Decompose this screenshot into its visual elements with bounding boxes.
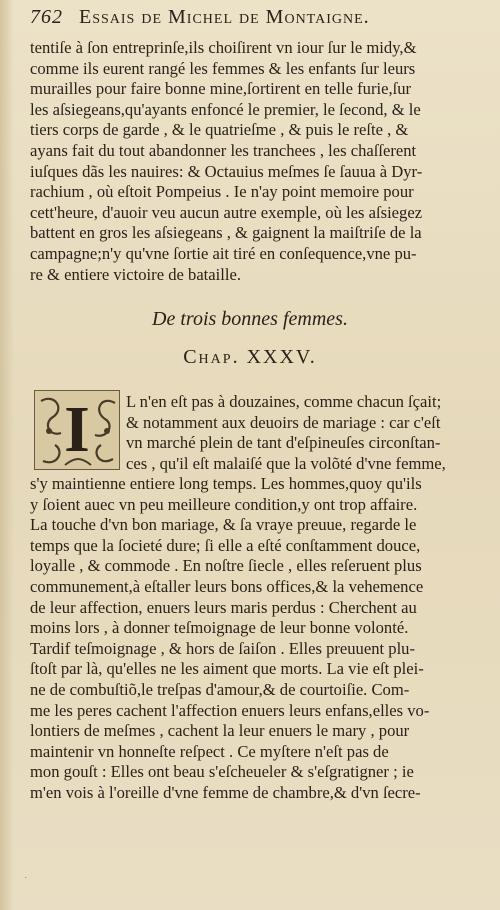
text-line: ſtoſt par là, qu'elles ne les aiment que morts. La vie eſt plei- — [30, 659, 424, 679]
text-line: iuſques dãs les nauires: & Octauius meſmes ſe ſauua à Dyr- — [30, 161, 423, 181]
text-line: tiers corps de garde , & le quatrieſme , & puis le reſte , & — [30, 120, 409, 140]
chapter-heading: Chap. XXXV. — [183, 346, 317, 368]
text-line: y ſoient auec vn peu meilleure condition,y ont trop affaire. — [30, 494, 418, 514]
running-title: Essais de Michel de Montaigne. — [79, 6, 370, 28]
text-line: comme ils eurent rangé les femmes & les enfants ſur leurs — [30, 58, 416, 78]
text-line: communement,à eſtaller leurs bons offices,& la vehemence — [30, 576, 424, 596]
text-line: temps que la ſocieté dure; ſi elle a eſté conſtamment douce, — [30, 535, 421, 555]
section-title: De trois bonnes femmes. — [152, 308, 348, 330]
running-header — [30, 6, 480, 36]
page-speck: ˙ — [24, 876, 28, 887]
text-line: tentiſe à ſon entreprinſe,ils choiſirent vn iour ſur le midy,& — [30, 38, 417, 57]
initial-letter: I — [64, 393, 90, 466]
text-line: mon gouſt : Elles ont beau s'eſcheueler & s'eſgratigner ; ie — [30, 762, 414, 782]
text-line: moins lors , à donner teſmoignage de leur bonne volonté. — [30, 618, 409, 638]
text-line: murailles pour faire bonne mine,ſortirent en telle furie,ſur — [30, 79, 412, 99]
text-line: cett'heure, d'auoir veu aucun autre exemple, où les aſsiegez — [30, 202, 423, 222]
text-line: ayans fait du tout abandonner les tranchees , les chaſſerent — [30, 140, 417, 160]
page-gutter-shadow — [0, 0, 14, 910]
text-line: les aſsiegeans,qu'ayants enfoncé le premier, le ſecond, & le — [30, 99, 421, 119]
text-line: loyalle , & commode . En noſtre ſiecle , elles reſeruent plus — [30, 556, 422, 576]
text-line: me les peres cachent l'affection enuers leurs enfans,elles vo- — [30, 700, 430, 720]
text-line: m'en vois à l'oreille d'vne femme de chambre,& d'vn ſecre- — [30, 782, 421, 802]
text-line: Tardif teſmoignage , & hors de ſaiſon . Elles preuuent plu- — [30, 638, 416, 658]
ornamental-initial — [34, 390, 120, 470]
chapter-body-text — [30, 474, 478, 804]
text-line: campagne;n'y qu'vne ſortie ait tiré en conſequence,vne pu- — [30, 243, 417, 263]
text-line: & notamment aux deuoirs de mariage : car c'eſt — [126, 412, 441, 432]
preceding-chapter-text — [30, 38, 478, 285]
text-line: La touche d'vn bon mariage, & ſa vraye preuue, regarde le — [30, 515, 417, 535]
text-line: L n'en eſt pas à douzaines, comme chacun ſçait; — [126, 392, 442, 411]
text-line: vn marché plein de tant d'eſpineuſes circonſtan- — [126, 433, 441, 453]
text-line: maintenir vn honneſte reſpect . Ce myſtere n'eſt pas de — [30, 741, 389, 761]
text-line: s'y maintienne entiere long temps. Les hommes,quoy qu'ils — [30, 474, 422, 493]
text-line: battent en gros les aſsiegeans , & gaignent la maiſtriſe de la — [30, 223, 422, 243]
text-line: lontiers de meſmes , cachent la leur enuers le mary , pour — [30, 721, 410, 741]
text-line: de leur affection, enuers leurs maris perdus : Cherchent au — [30, 597, 417, 617]
text-line: ces , qu'il eſt malaiſé que la volõté d'vne femme, — [126, 453, 446, 473]
text-line: re & entiere victoire de bataille. — [30, 264, 242, 284]
page-number: 762 — [30, 6, 63, 28]
text-line: ne de combuſtiõ,le treſpas d'amour,& de courtoiſie. Com- — [30, 679, 410, 699]
chapter-opening-lines — [126, 392, 478, 474]
text-line: rachium , où eſtoit Pompeius . Ie n'ay point memoire pour — [30, 182, 414, 202]
